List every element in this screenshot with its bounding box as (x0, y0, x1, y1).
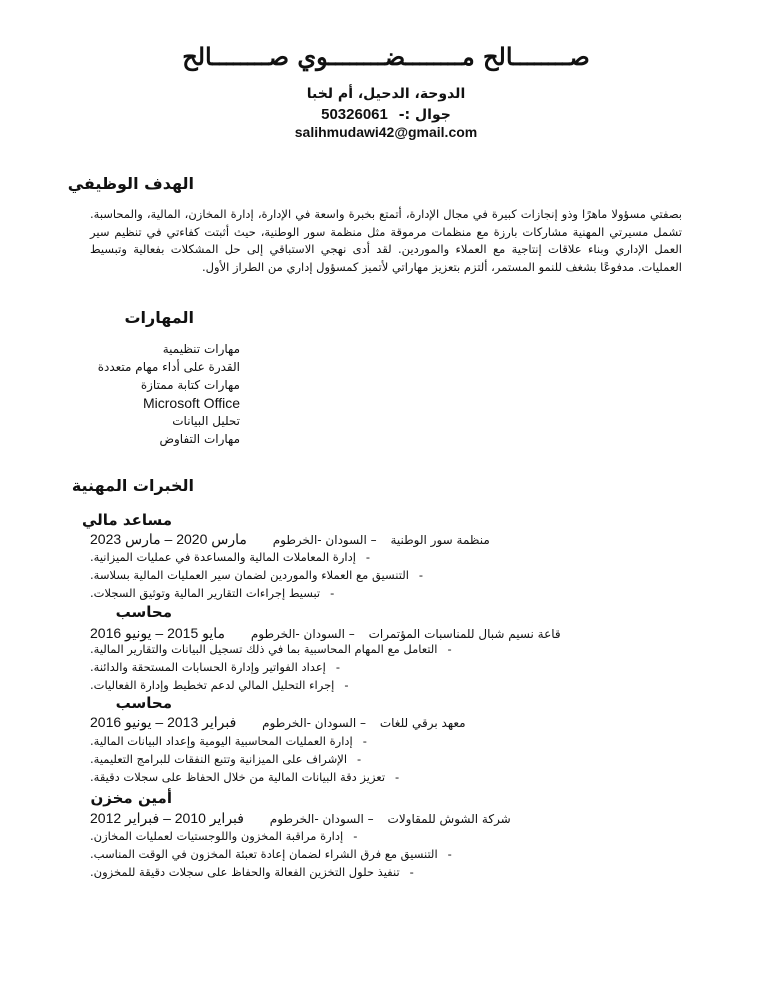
skill-item: تحليل البيانات (172, 414, 240, 428)
phone-number: 50326061 (321, 106, 388, 123)
job-org: شركة الشوش للمقاولات (387, 812, 511, 826)
skill-item: مهارات تنظيمية (162, 342, 240, 356)
job-dates: مارس 2020 – مارس 2023 (90, 531, 247, 547)
job-bullet: -تنفيذ حلول التخزين الفعالة والحفاظ على سجلات دقيقة للمخزون. (90, 865, 414, 879)
job-bullet: -الإشراف على الميزانية وتتبع النفقات للبرامج التعليمية. (90, 752, 362, 766)
job-bullet: -تعزيز دقة البيانات المالية من خلال الحفاظ على سجلات دقيقة. (90, 770, 400, 784)
job-meta (90, 625, 690, 642)
job-title: محاسب (115, 603, 172, 621)
skills-heading: المهارات (124, 308, 194, 327)
skill-item: القدرة على أداء مهام متعددة (97, 360, 240, 374)
job-org: قاعة نسيم شبال للمناسبات المؤتمرات (368, 627, 561, 641)
job-meta (90, 714, 690, 731)
experience-heading: الخبرات المهنية (71, 476, 194, 495)
job-title: أمين مخزن (90, 789, 172, 807)
job-bullet: -إدارة العمليات المحاسبية اليومية وإعداد البيانات المالية. (90, 734, 367, 748)
job-bullet: -التنسيق مع العملاء والموردين لضمان سير العمليات المالية بسلاسة. (90, 568, 424, 582)
skill-item: Microsoft Office (143, 395, 240, 411)
email: salihmudawi42@gmail.com (294, 124, 478, 140)
skill-item: مهارات كتابة ممتازة (140, 378, 240, 392)
job-dates: فبراير 2010 – فبراير 2012 (90, 810, 244, 826)
job-meta (90, 810, 690, 827)
job-dates: فبراير 2013 – يونيو 2016 (90, 714, 237, 730)
objective-text: بصفتي مسؤولا ماهرًا وذو إنجازات كبيرة في مجال الإدارة، أتمتع بخبرة واسعة في الإدارة، إدارة المخازن، المالية، والمحاسبة. تشمل مسيرتي المهنية مشاركات بارزة مع منظمات مرموقة مثل منظمة سور الوطنية، حيث أثبتت كفاءتي في تنظيم سير العمل الإداري وبناء علاقات إنتاجية مع العملاء والموردين. لقد أدى نهجي الاستباقي إلى حل المشكلات بفعالية وتبسيط العمليات. مدفوعًا بشغف للنمو المستمر، ألتزم بتعزيز مهاراتي لأتميز كمسؤول إداري من الطراز الأول. (90, 207, 682, 274)
job-title: محاسب (115, 694, 172, 712)
job-dates: مايو 2015 – يونيو 2016 (90, 625, 226, 641)
job-location: – السودان -الخرطوم (269, 812, 374, 826)
job-bullet: -إجراء التحليل المالي لدعم تخطيط وإدارة الفعاليات. (90, 678, 349, 692)
applicant-name: صــــــــالح مــــــــضــــــــوي صــــــــالح (182, 42, 590, 71)
job-location: – السودان -الخرطوم (250, 627, 355, 641)
job-bullet: -تبسيط إجراءات التقارير المالية وتوثيق السجلات. (90, 586, 335, 600)
job-location: – السودان -الخرطوم (262, 716, 367, 730)
job-bullet: -إدارة المعاملات المالية والمساعدة في عمليات الميزانية. (90, 550, 371, 564)
phone (0, 106, 772, 123)
job-org: معهد برقي للغات (379, 716, 466, 730)
job-bullet: -إعداد الفواتير وإدارة الحسابات المستحقة والدائنة. (90, 660, 341, 674)
objective-heading: الهدف الوظيفي (67, 174, 194, 193)
address: الدوحة، الدحيل، أم لخبا (306, 86, 466, 102)
job-bullet: -التنسيق مع فرق الشراء لضمان إعادة تعبئة المخزون في الوقت المناسب. (90, 847, 452, 861)
job-bullet: -إدارة مراقبة المخزون واللوجستيات لعمليات المخازن. (90, 829, 358, 843)
job-location: – السودان -الخرطوم (272, 533, 377, 547)
job-bullet: -التعامل مع المهام المحاسبية بما في ذلك تسجيل البيانات والتقارير المالية. (90, 642, 452, 656)
job-meta (90, 531, 690, 548)
phone-label: جوال :- (398, 107, 451, 123)
skill-item: مهارات التفاوض (159, 432, 240, 446)
job-org: منظمة سور الوطنية (390, 533, 490, 547)
skills-list (98, 340, 240, 448)
job-title: مساعد مالي (81, 511, 172, 529)
